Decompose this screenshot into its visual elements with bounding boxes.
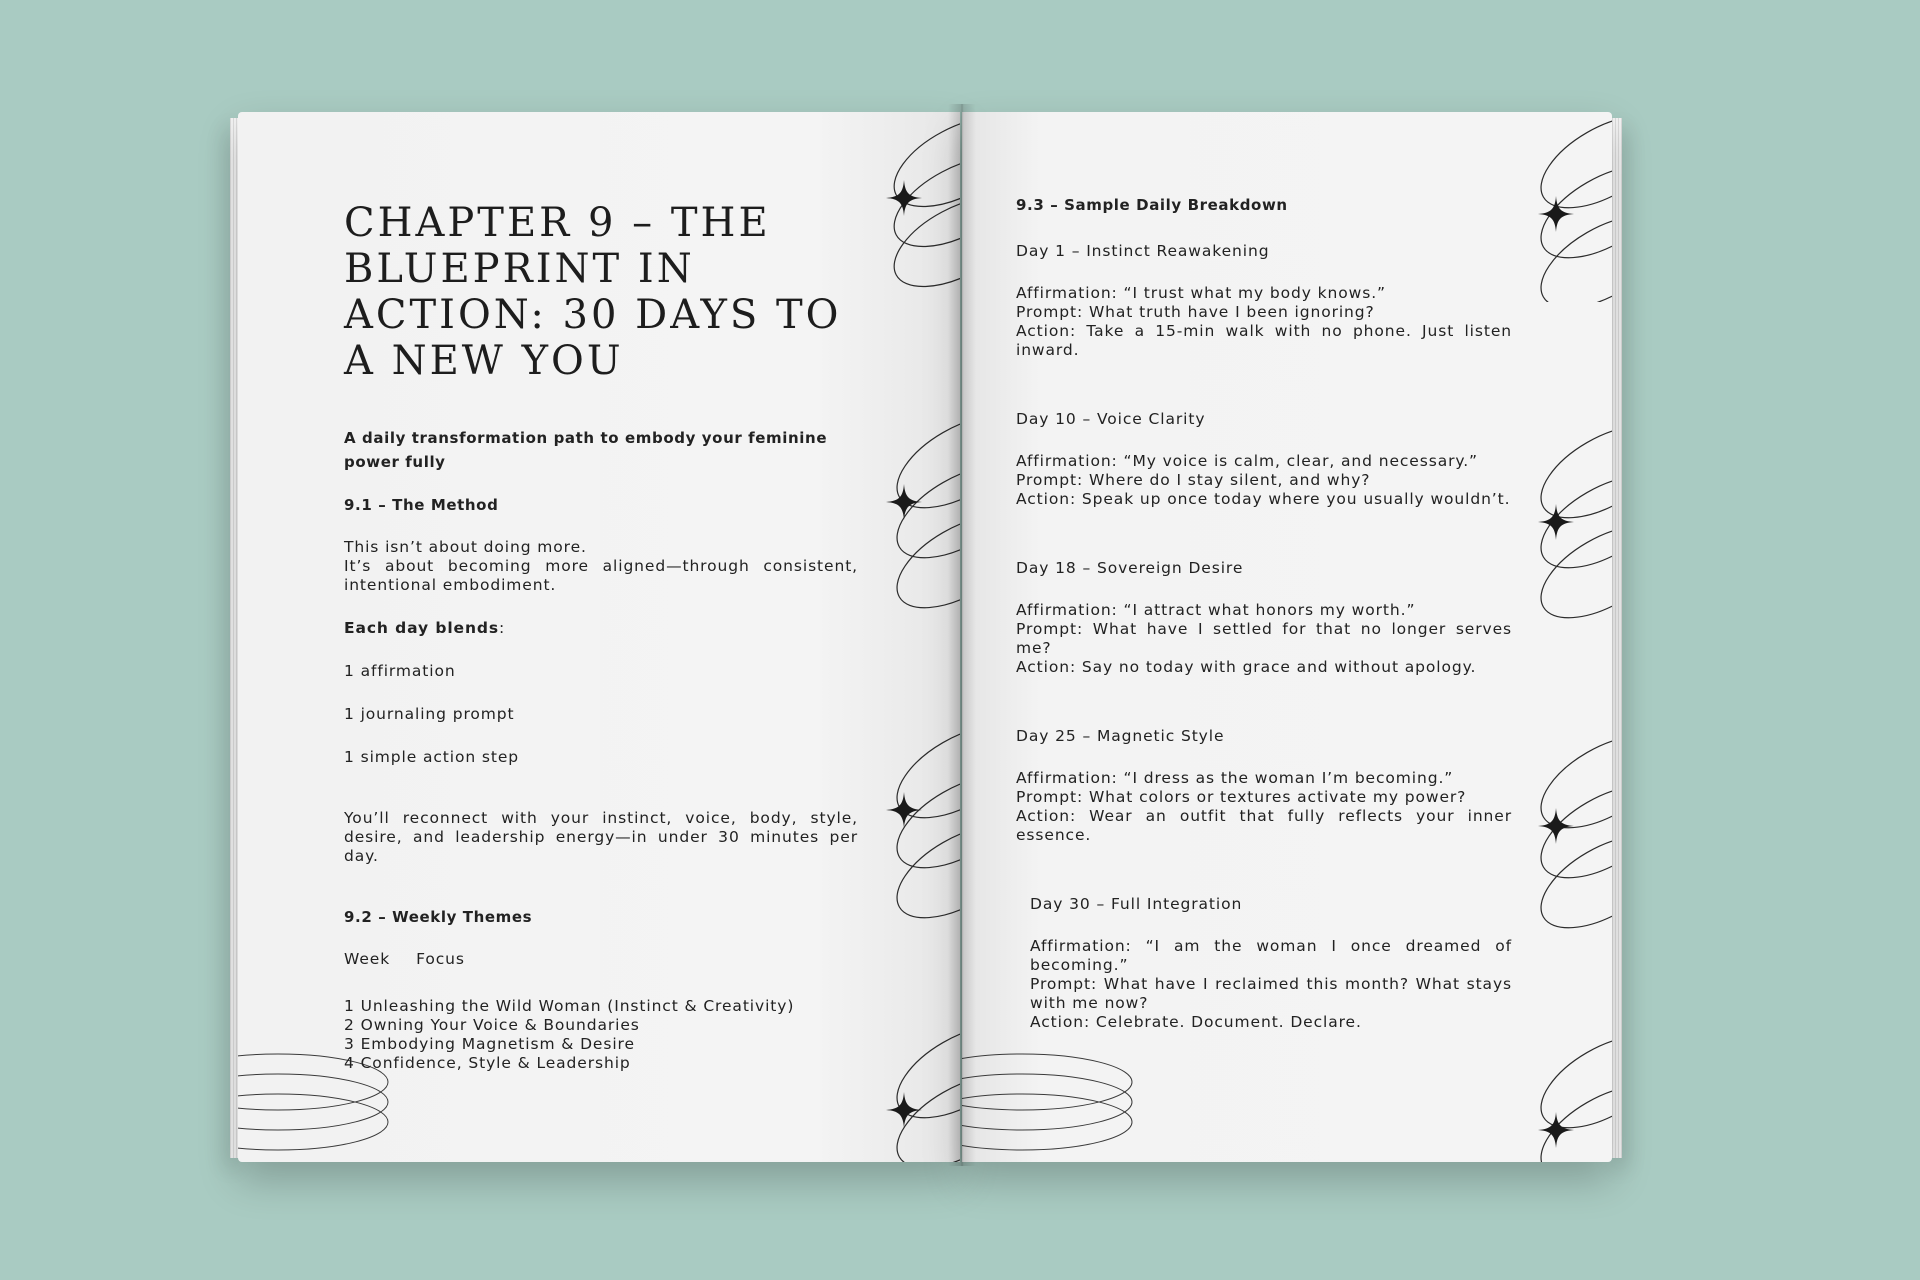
day-title: Day 25 – Magnetic Style — [1016, 727, 1225, 745]
theme-row: 3 Embodying Magnetism & Desire — [344, 1035, 635, 1053]
method-line-2: It’s about becoming more aligned—through consistent, intentional embodiment. — [344, 557, 858, 594]
blends-label: Each day blends — [344, 619, 500, 637]
day-prompt: Prompt: What colors or textures activate my power? — [1016, 788, 1467, 806]
section-heading-daily-breakdown: 9.3 – Sample Daily Breakdown — [1016, 196, 1288, 214]
left-page-content — [344, 200, 858, 1073]
reconnect-paragraph: You’ll reconnect with your instinct, voice, body, style, desire, and leadership energy—in under 30 minutes per day. — [344, 809, 858, 865]
sparkle-star-icon — [1536, 806, 1576, 846]
sparkle-star-icon — [1536, 502, 1576, 542]
orbit-ellipses-ornament — [1522, 112, 1612, 302]
day-entry — [1016, 242, 1512, 360]
section-heading-method: 9.1 – The Method — [344, 496, 499, 514]
day-entry — [1030, 895, 1512, 1032]
orbit-ellipses-ornament — [1522, 722, 1612, 942]
day-affirmation: Affirmation: “My voice is calm, clear, and necessary.” — [1016, 452, 1478, 470]
themes-col-week: Week — [344, 950, 391, 968]
sparkle-star-icon — [884, 178, 924, 218]
themes-col-focus: Focus — [416, 950, 465, 968]
day-entry — [1016, 727, 1512, 845]
day-affirmation: Affirmation: “I attract what honors my worth.” — [1016, 601, 1416, 619]
day-entry — [1016, 410, 1512, 509]
blend-item-prompt: 1 journaling prompt — [344, 705, 515, 723]
left-page — [238, 112, 960, 1162]
method-line-1: This isn’t about doing more. — [344, 538, 587, 556]
theme-row: 2 Owning Your Voice & Boundaries — [344, 1016, 640, 1034]
day-action: Action: Say no today with grace and without apology. — [1016, 658, 1477, 676]
day-title: Day 18 – Sovereign Desire — [1016, 559, 1244, 577]
themes-table-header — [344, 950, 858, 969]
day-affirmation: Affirmation: “I trust what my body knows.” — [1016, 284, 1386, 302]
day-action: Action: Wear an outfit that fully reflects your inner essence. — [1016, 807, 1512, 844]
day-title: Day 1 – Instinct Reawakening — [1016, 242, 1270, 260]
right-page — [962, 112, 1612, 1162]
blends-colon: : — [499, 619, 506, 637]
day-prompt: Prompt: Where do I stay silent, and why? — [1016, 471, 1371, 489]
day-action: Action: Take a 15-min walk with no phone. Just listen inward. — [1016, 322, 1512, 359]
day-entry — [1016, 559, 1512, 677]
blend-item-affirmation: 1 affirmation — [344, 662, 456, 680]
book-spine-gutter — [948, 104, 976, 1166]
section-heading-themes: 9.2 – Weekly Themes — [344, 908, 533, 926]
sparkle-star-icon — [884, 1090, 924, 1130]
day-prompt: Prompt: What have I reclaimed this month? What stays with me now? — [1030, 975, 1512, 1012]
sparkle-star-icon — [884, 482, 924, 522]
orbit-ellipses-ornament — [1522, 1022, 1612, 1162]
blend-item-action: 1 simple action step — [344, 748, 520, 766]
orbit-ellipses-ornament — [1522, 412, 1612, 632]
right-page-content — [1016, 196, 1512, 1082]
day-action: Action: Celebrate. Document. Declare. — [1030, 1013, 1362, 1031]
theme-row: 4 Confidence, Style & Leadership — [344, 1054, 631, 1072]
day-title: Day 30 – Full Integration — [1030, 895, 1243, 913]
chapter-title: CHAPTER 9 – THE BLUEPRINT IN ACTION: 30 DAYS TO A NEW YOU — [344, 200, 842, 384]
sparkle-star-icon — [884, 790, 924, 830]
day-affirmation: Affirmation: “I dress as the woman I’m becoming.” — [1016, 769, 1454, 787]
sparkle-star-icon — [1536, 194, 1576, 234]
theme-row: 1 Unleashing the Wild Woman (Instinct & Creativity) — [344, 997, 795, 1015]
day-prompt: Prompt: What have I settled for that no longer serves me? — [1016, 620, 1512, 657]
day-prompt: Prompt: What truth have I been ignoring? — [1016, 303, 1375, 321]
chapter-subtitle: A daily transformation path to embody your feminine power fully — [344, 429, 828, 471]
blends-line — [344, 619, 858, 638]
day-title: Day 10 – Voice Clarity — [1016, 410, 1206, 428]
day-affirmation: Affirmation: “I am the woman I once dreamed of becoming.” — [1030, 937, 1512, 974]
sparkle-star-icon — [1536, 1110, 1576, 1150]
day-action: Action: Speak up once today where you usually wouldn’t. — [1016, 490, 1511, 508]
